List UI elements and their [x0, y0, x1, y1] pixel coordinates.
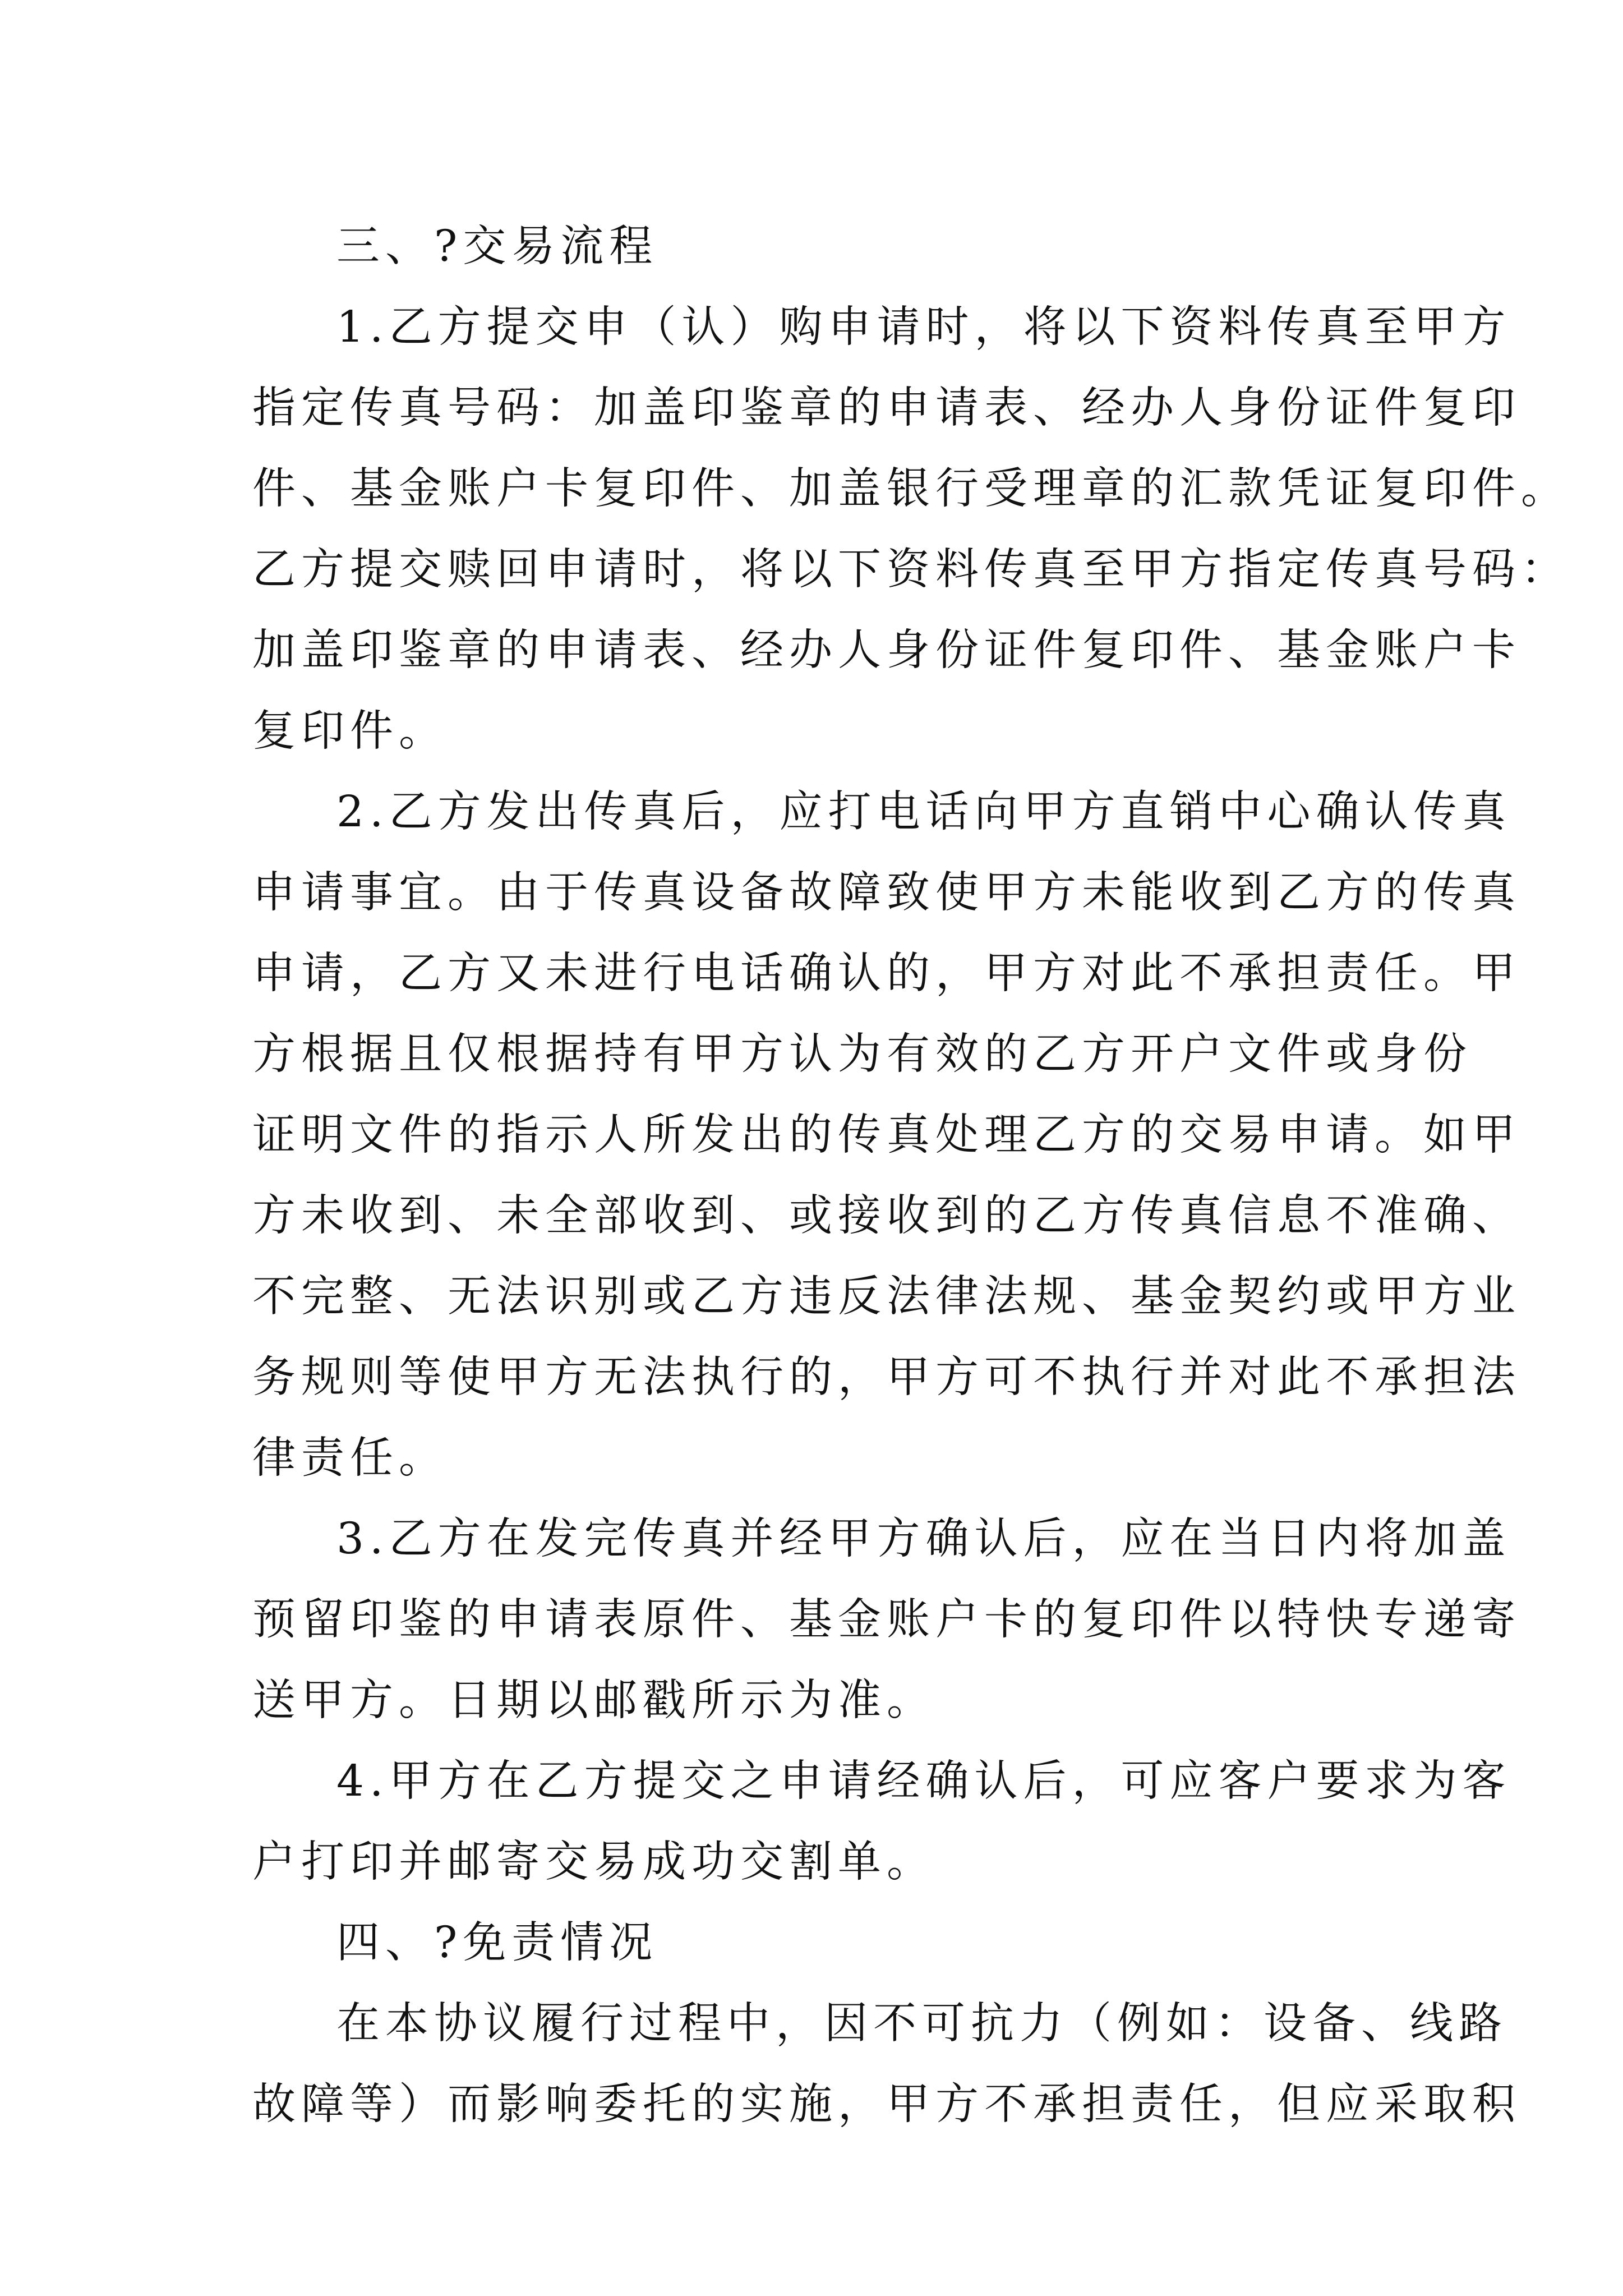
paragraph-line: 4.甲方在乙方提交之申请经确认后，可应客户要求为客 — [336, 1756, 1511, 1806]
paragraph-line: 复印件。 — [252, 706, 448, 756]
paragraph-line: 1.乙方提交申（认）购申请时，将以下资料传真至甲方 — [336, 302, 1511, 352]
paragraph-line: 3.乙方在发完传真并经甲方确认后，应在当日内将加盖 — [336, 1514, 1511, 1564]
paragraph-line: 指定传真号码：加盖印鉴章的申请表、经办人身份证件复印 — [252, 383, 1521, 433]
section-heading-transaction-process: 三、?交易流程 — [336, 222, 658, 272]
paragraph-line: 在本协议履行过程中，因不可抗力（例如：设备、线路 — [336, 1999, 1507, 2049]
paragraph-line: 不完整、无法识别或乙方违反法律法规、基金契约或甲方业 — [252, 1272, 1521, 1322]
paragraph-line: 方根据且仅根据持有甲方认为有效的乙方开户文件或身份 — [252, 1029, 1472, 1079]
paragraph-line: 预留印鉴的申请表原件、基金账户卡的复印件以特快专递寄 — [252, 1595, 1521, 1645]
paragraph-line: 送甲方。日期以邮戳所示为准。 — [252, 1676, 935, 1726]
paragraph-line: 申请，乙方又未进行电话确认的，甲方对此不承担责任。甲 — [252, 949, 1521, 999]
paragraph-line: 户打印并邮寄交易成功交割单。 — [252, 1837, 935, 1887]
paragraph-line: 2.乙方发出传真后，应打电话向甲方直销中心确认传真 — [336, 787, 1511, 837]
paragraph-line: 加盖印鉴章的申请表、经办人身份证件复印件、基金账户卡 — [252, 625, 1521, 675]
paragraph-line: 申请事宜。由于传真设备故障致使甲方未能收到乙方的传真 — [252, 868, 1521, 918]
paragraph-line: 故障等）而影响委托的实施，甲方不承担责任，但应采取积 — [252, 2079, 1521, 2129]
paragraph-line: 律责任。 — [252, 1433, 448, 1483]
paragraph-line: 乙方提交赎回申请时，将以下资料传真至甲方指定传真号码： — [252, 545, 1570, 595]
paragraph-line: 件、基金账户卡复印件、加盖银行受理章的汇款凭证复印件。 — [252, 464, 1570, 514]
paragraph-line: 务规则等使甲方无法执行的，甲方可不执行并对此不承担法 — [252, 1352, 1521, 1402]
paragraph-line: 证明文件的指示人所发出的传真处理乙方的交易申请。如甲 — [252, 1110, 1521, 1160]
paragraph-line: 方未收到、未全部收到、或接收到的乙方传真信息不准确、 — [252, 1191, 1521, 1241]
section-heading-disclaimer: 四、?免责情况 — [336, 1918, 658, 1968]
